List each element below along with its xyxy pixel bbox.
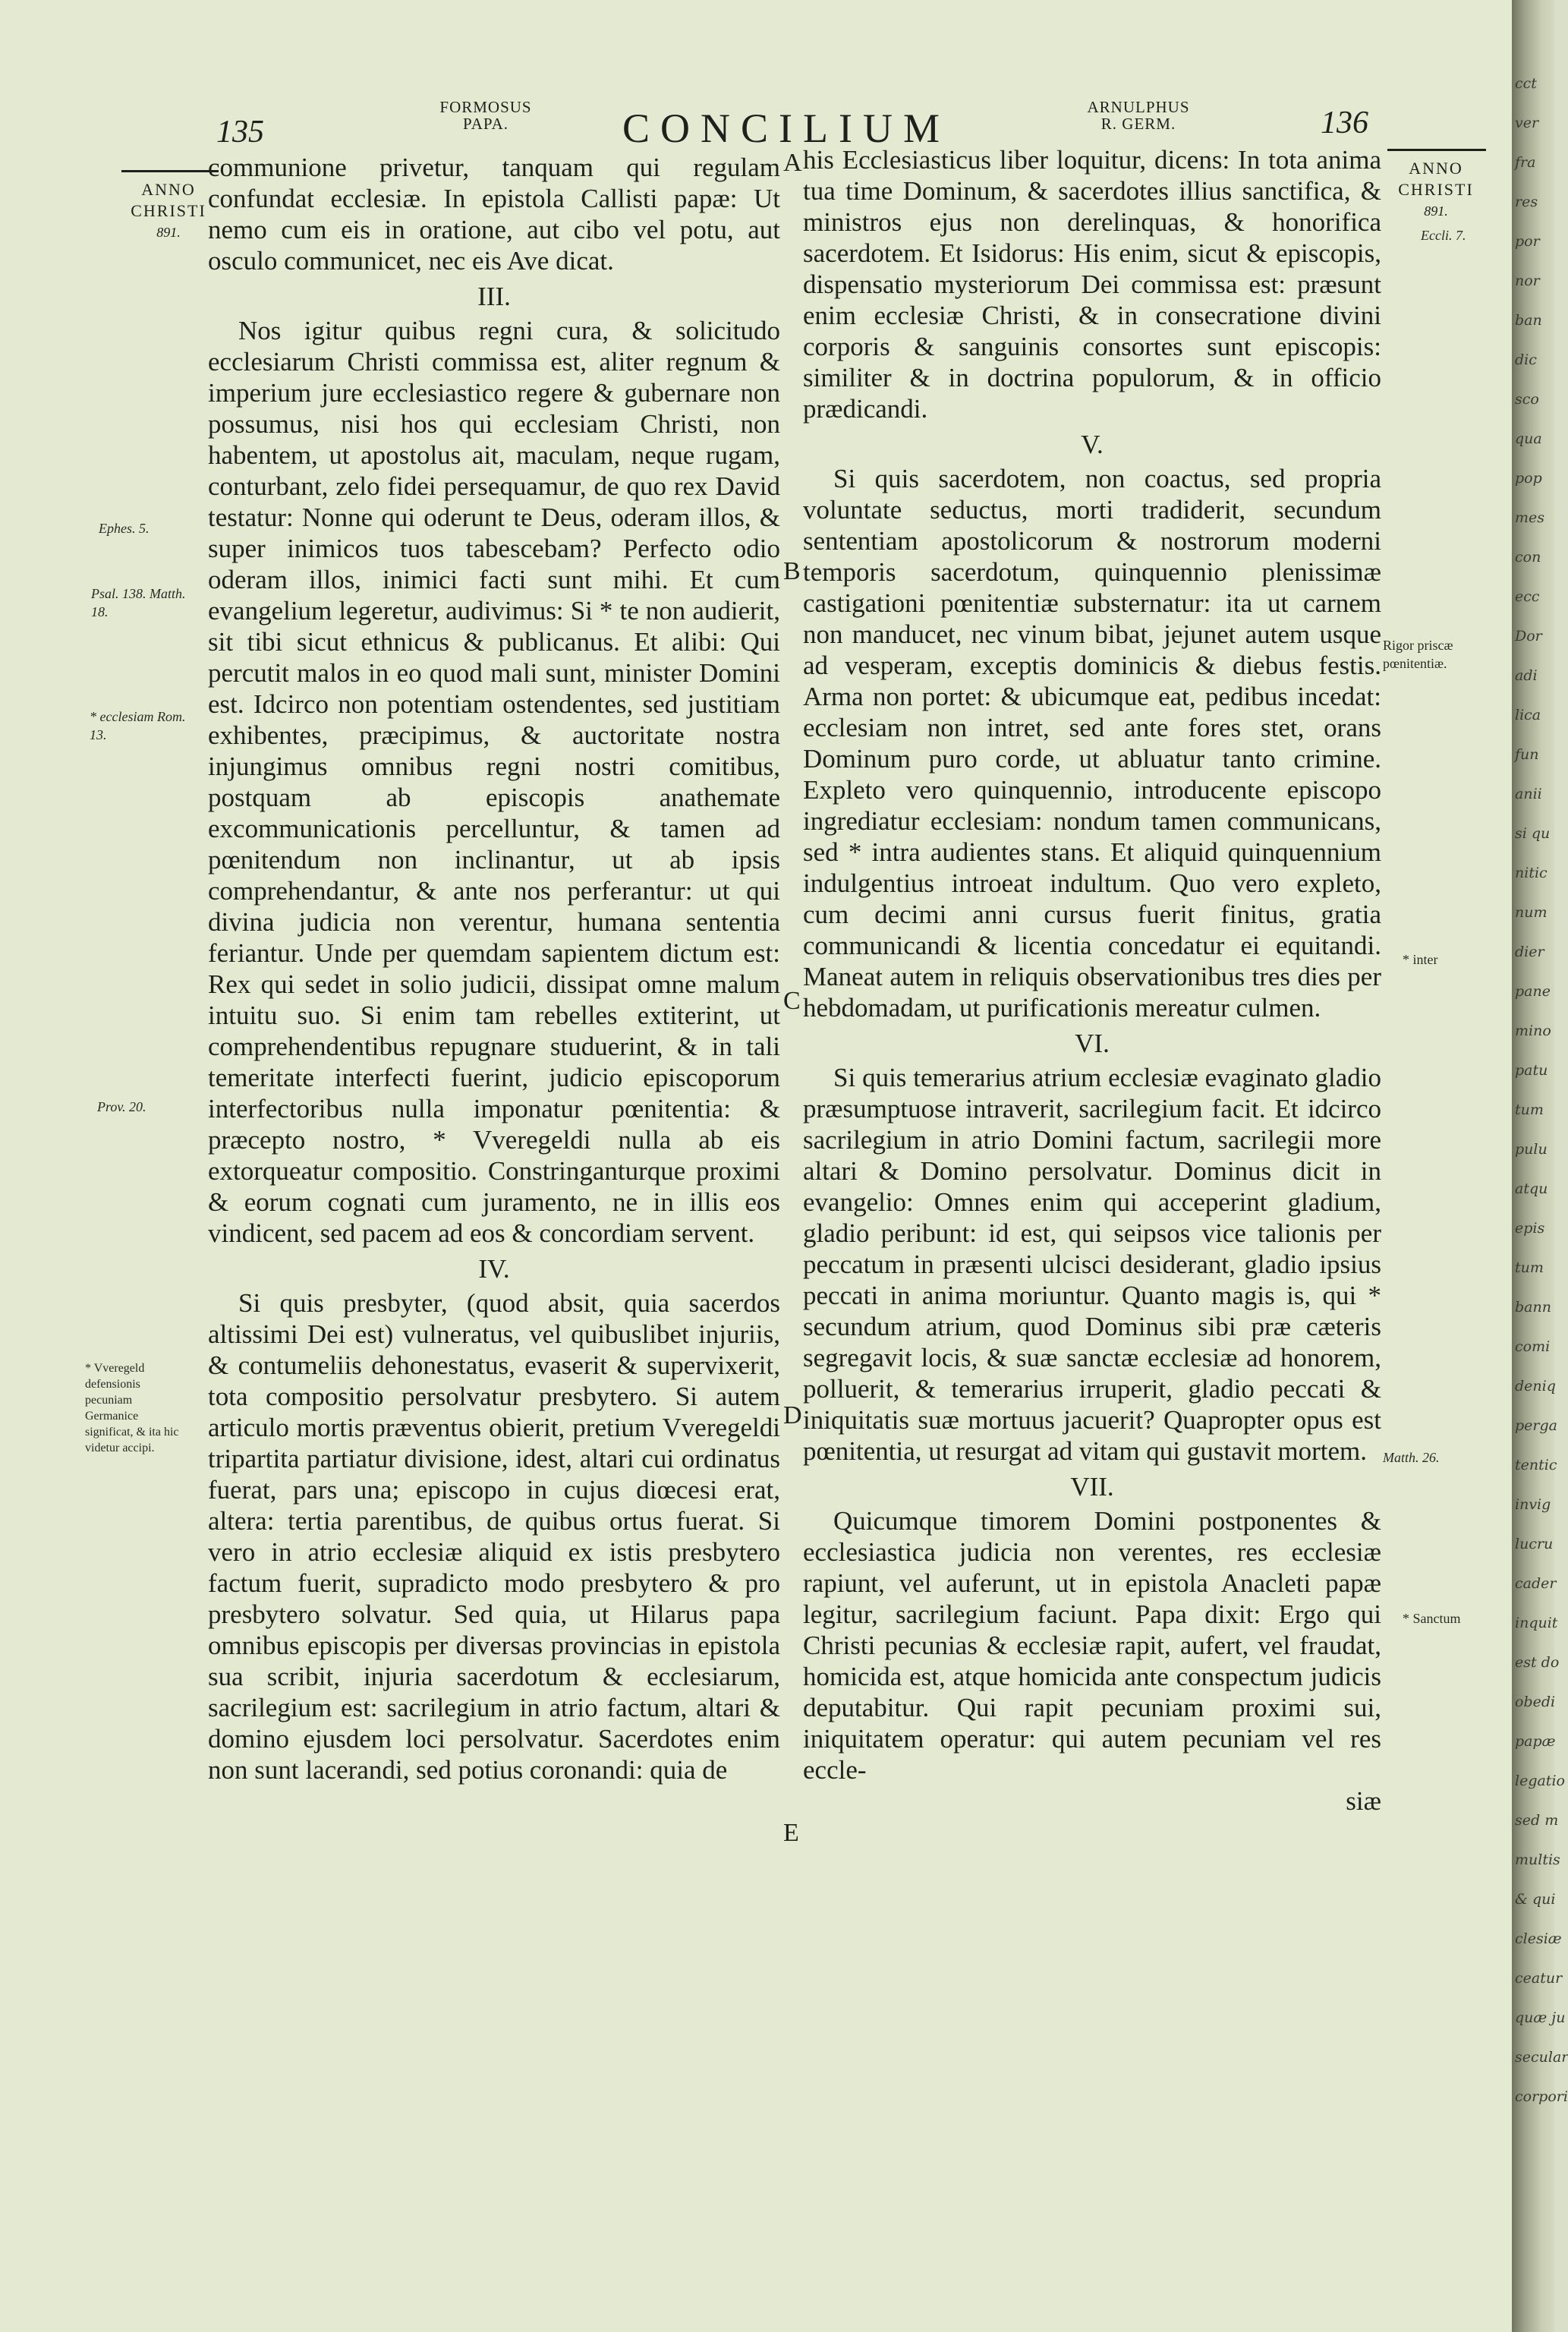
paragraph: Si quis sacerdotem, non coactus, sed propria voluntate seductus, morti tradiderit, secundum sententiam apostolicorum & nostrorum moderni temporis sacerdotum, quinquennio plenissimæ castigationi pœnitentiæ substernatur: ita ut carnem non manducet, nec vinum bibat, jejunet autem usque ad vesperam, exceptis dominicis & diebus festis. Arma non portet: & ubicumque eat, pedibus incedat: ecclesiam non intret, sed ante fores stet, orans Dominum puro corde, ut abluatur tanto crimine. Expleto vero quinquennio, introducente episcopo ingrediatur ecclesiam: nondum tamen communicans, sed * intra audientes stans. Et aliquid quinquennium indulgentius introeat indultum. Quo vero expleto, cum decimi anni cursus fuerit finitus, gratia communicandi & licentia concedatur ei equitandi. Maneat autem in reliquis observationibus tres dies per hebdomadam, ut purificationis mereatur culmen.: [803, 464, 1381, 1023]
margin-rule-left: [121, 170, 219, 172]
paragraph: Si quis presbyter, (quod absit, quia sacerdos altissimi Dei est) vulneratus, vel quibuslibet injuriis, & contumeliis dehonestatus, evaserit & supervixerit, tota compositio persolvatur presbytero. Si autem articulo mortis præventus obierit, pretium Vveregeldi tripartita partiatur divisione, idest, altari cui ordinatus fuerat, pars una; episcopo in cujus diœcesi erat, altera: tertia parentibus, de quibus ortus fuerat. Si vero in atrio ecclesiæ aliquid ex istis presbytero factum fuerit, supradicto modo presbytero & pro presbytero solvatur. Sed quia, ut Hilarus papa omnibus episcopis per diversas provincias in epistola sua scribit, injuria sacerdotum & ecclesiarum, sacrilegium est: sacrilegium in atrio factum, altari & domino ejusdem loci persolvatur. Sacerdotes enim non sunt lacerandi, sed potius coronandi: quia de: [208, 1288, 780, 1785]
next-page-fragment: deniq: [1515, 1378, 1556, 1394]
next-page-fragment: ecc: [1515, 588, 1540, 605]
next-page-fragment: multis: [1515, 1851, 1560, 1868]
year-label-anno: ANNO: [141, 180, 196, 199]
next-page-fragment: cct: [1515, 75, 1537, 92]
margin-letter-b: B: [783, 557, 801, 585]
section-number: VII.: [1070, 1472, 1114, 1502]
next-page-fragment: res: [1515, 194, 1538, 210]
margin-letter-d: D: [783, 1401, 802, 1429]
year-value: 891.: [1424, 203, 1448, 219]
next-page-fragment: mes: [1515, 509, 1545, 526]
paragraph: Nos igitur quibus regni cura, & solicitudo ecclesiarum Christi commissa est, aliter regnum & imperium jure ecclesiastico regere & gubernare non possumus, nisi hos qui ecclesiam Christi, non habentem, ut apostolus ait, maculam, neque rugam, conturbant, zelo fidei persequamur, de quo rex David testatur: Nonne qui oderunt te Deus, oderam illos, & super inimicos tuos tabescebam? Perfecto odio oderam illos, inimici facti sunt mihi. Et cum evangelium legeretur, audivimus: Si * te non audierit, sit tibi sicut ethnicus & publicanus. Et alibi: Qui percutit malos in eo quod mali sunt, minister Domini est. Idcirco non potentiam ostendentes, sed justitiam exhibentes, præcipimus, & auctoritate nostra injungimus omnibus regni nostri comitibus, postquam ab episcopis anathemate excommunicationis percelluntur, & tamen ad pœnitendum non inclinantur, ut ab ipsis comprehendantur, & ante nos perferantur: ut qui divina judicia non verentur, humana sententia feriantur. Unde per quemdam sapientem dictum est: Rex qui sedet in solio judicii, dissipat omne malum intuitu suo. Si enim tam rebelles extiterint, ut comprehendentibus repugnare studuerint, & in tali temeritate interfecti fuerint, judicio episcoporum interfectoribus nulla imponatur pœnitentia: & præcepto nostro, * Vveregeldi nulla ab eis extorqueatur compositio. Constringanturque proximi & eorum cognati cum juramento, ne in illis eos vindicent, sed pacem ad eos & concordiam servent.: [208, 316, 780, 1248]
next-page-fragment: inquit: [1515, 1615, 1558, 1631]
next-page-fragment: obedi: [1515, 1694, 1556, 1710]
next-page-fragment: ban: [1515, 312, 1542, 329]
next-page-fragment: dier: [1515, 944, 1544, 960]
page-number-left: 135: [216, 115, 264, 150]
next-page-fragment: qua: [1515, 430, 1542, 447]
section-number: V.: [1081, 430, 1104, 459]
next-page-fragment: sed m: [1515, 1812, 1559, 1829]
section-number: IV.: [478, 1254, 510, 1284]
left-text-column: [208, 152, 780, 1785]
next-page-edge: [1512, 0, 1568, 2332]
next-page-fragment: quæ ju: [1515, 2009, 1566, 2026]
catchword: siæ: [1346, 1786, 1381, 1816]
paragraph: Si quis temerarius atrium ecclesiæ evaginato gladio præsumptuose intraverit, sacrilegium facit. Et idcirco sacrilegium in atrio Domini factum, sacrilegii more altari & Domino persolvatur. Dominus dicit in evangelio: Omnes enim qui acceperint gladium, gladio peribunt: id est, qui seipsos vice talionis per peccatum in præsenti ulcisci desiderant, gladio ipsius peccati in anima moriuntur. Quanto magis is, qui * secundum atrium, quod Dominus sibi præ cæteris segregavit locis, & suæ sanctæ ecclesiæ ad honorem, polluerit, & temerarius irruperit, gladio peccati & iniquitatis suæ mortuus jacuerit? Quapropter opus est pœnitentia, ut resurgat ad vitam qui gustavit mortem.: [803, 1063, 1381, 1466]
paragraph: Quicumque timorem Domini postponentes & ecclesiastica judicia non verentes, res ecclesiæ rapiunt, vel auferunt, ut in epistola Anacleti papæ legitur, sacrilegium faciunt. Papa dixit: Ergo qui Christi pecunias & ecclesiæ rapit, aufert, vel fraudat, homicida est, atque homicida ante conspectum judicis deputabitur. Qui rapit pecuniam proximi sui, iniquitatem operatur: qui autem pecuniam vel res eccle-: [803, 1506, 1381, 1785]
running-head-right-line1: ARNULPHUS: [1087, 98, 1190, 116]
next-page-fragment: perga: [1515, 1417, 1557, 1434]
next-page-fragment: ver: [1515, 115, 1539, 131]
next-page-fragment: fra: [1515, 154, 1536, 171]
next-page-fragment: papæ: [1515, 1733, 1556, 1750]
next-page-fragment: anii: [1515, 786, 1542, 802]
margin-note-prov: Prov. 20.: [97, 1099, 146, 1114]
next-page-fragment: secular: [1515, 2049, 1568, 2066]
next-page-fragment: pulu: [1515, 1141, 1548, 1158]
next-page-fragment: nitic: [1515, 865, 1548, 881]
next-page-fragment: tum: [1515, 1101, 1544, 1118]
margin-note-eccli: Eccli. 7.: [1421, 228, 1466, 243]
next-page-fragment: comi: [1515, 1338, 1551, 1355]
year-label-anno: ANNO: [1409, 159, 1463, 178]
margin-note-vveregeld: * Vveregeld defensionis pecuniam Germanice significat, & ita hic videtur accipi.: [85, 1362, 179, 1454]
margin-rule-right: [1387, 149, 1486, 151]
next-page-fragment: tentic: [1515, 1457, 1557, 1473]
next-page-fragment: tum: [1515, 1259, 1544, 1276]
next-page-fragment: est do: [1515, 1654, 1560, 1671]
section-number: III.: [477, 282, 511, 311]
next-page-fragment: pop: [1515, 470, 1542, 487]
next-page-fragment: sco: [1515, 391, 1539, 408]
next-page-fragment: dic: [1515, 351, 1537, 368]
paragraph: his Ecclesiasticus liber loquitur, dicens: In tota anima tua time Dominum, & sacerdotes illius sanctifica, & ministros ejus non derelinquas, & honorifica sacerdotem. Et Isidorus: His enim, sicut & episcopis, dispensatio mysteriorum Dei commissa est: præsunt enim ecclesiæ Christi, & in consecratione divini corporis & sanguinis consortes sunt episcopis: similiter & in doctrina populorum, & in officio prædicandi.: [803, 145, 1381, 424]
next-page-fragment: pane: [1515, 983, 1551, 1000]
next-page-fragment: num: [1515, 904, 1548, 921]
next-page-fragment: con: [1515, 549, 1541, 566]
margin-note-rigor: Rigor priscæ pœnitentiæ.: [1383, 638, 1453, 671]
next-page-fragment: Dor: [1515, 628, 1542, 644]
next-page-fragment: clesiæ: [1515, 1930, 1562, 1947]
next-page-fragment: nor: [1515, 273, 1540, 289]
paragraph: communione privetur, tanquam qui regulam confundat ecclesiæ. In epistola Callisti papæ: Ut nemo cum eis in oratione, aut cibo vel potu, aut osculo communicet, nec eis Ave dicat.: [208, 153, 780, 276]
year-label-christi: CHRISTI: [1398, 180, 1474, 199]
page-number-right: 136: [1321, 106, 1368, 140]
margin-note-matth: Matth. 26.: [1383, 1450, 1440, 1465]
right-text-column: [803, 144, 1381, 1817]
next-page-fragment: fun: [1515, 746, 1539, 763]
running-head-right: [1063, 99, 1214, 132]
next-page-fragment: & qui: [1515, 1891, 1556, 1908]
next-page-fragment: si qu: [1515, 825, 1551, 842]
running-head-right-line2: R. GERM.: [1100, 115, 1176, 133]
year-marker-right: [1383, 158, 1489, 222]
margin-letter-a: A: [783, 149, 802, 177]
margin-letter-c: C: [783, 987, 801, 1015]
margin-note-psal-matth: Psal. 138. Matth. 18.: [91, 586, 186, 619]
next-page-fragment: epis: [1515, 1220, 1545, 1237]
next-page-fragment: lucru: [1515, 1536, 1554, 1552]
next-page-fragment: ceatur: [1515, 1970, 1563, 1987]
running-head-left: [410, 99, 562, 132]
next-page-fragment: invig: [1515, 1496, 1551, 1513]
margin-note-sanctum: * Sanctum: [1403, 1611, 1461, 1626]
margin-note-inter: * inter: [1403, 952, 1438, 967]
margin-note-ephes: Ephes. 5.: [99, 521, 150, 536]
margin-note-ecclesiam-rom: * ecclesiam Rom. 13.: [90, 709, 186, 742]
next-page-fragment: atqu: [1515, 1180, 1548, 1197]
next-page-fragment: bann: [1515, 1299, 1551, 1316]
next-page-fragment: legatio: [1515, 1773, 1565, 1789]
next-page-fragment: cader: [1515, 1575, 1557, 1592]
next-page-fragment: patu: [1515, 1062, 1548, 1079]
page-title: CONCILIUM: [622, 106, 950, 151]
next-page-fragment: adi: [1515, 667, 1538, 684]
year-value: 891.: [156, 225, 181, 240]
next-page-fragment: lica: [1515, 707, 1541, 723]
year-label-christi: CHRISTI: [131, 201, 206, 220]
running-head-left-line2: PAPA.: [462, 115, 509, 133]
next-page-fragment: corpori: [1515, 2088, 1568, 2105]
running-head-left-line1: FORMOSUS: [439, 98, 532, 116]
year-marker-left: [115, 179, 222, 243]
margin-letter-e: E: [783, 1819, 799, 1847]
next-page-fragment: por: [1515, 233, 1540, 250]
section-number: VI.: [1075, 1029, 1110, 1058]
next-page-fragment: mino: [1515, 1023, 1551, 1039]
